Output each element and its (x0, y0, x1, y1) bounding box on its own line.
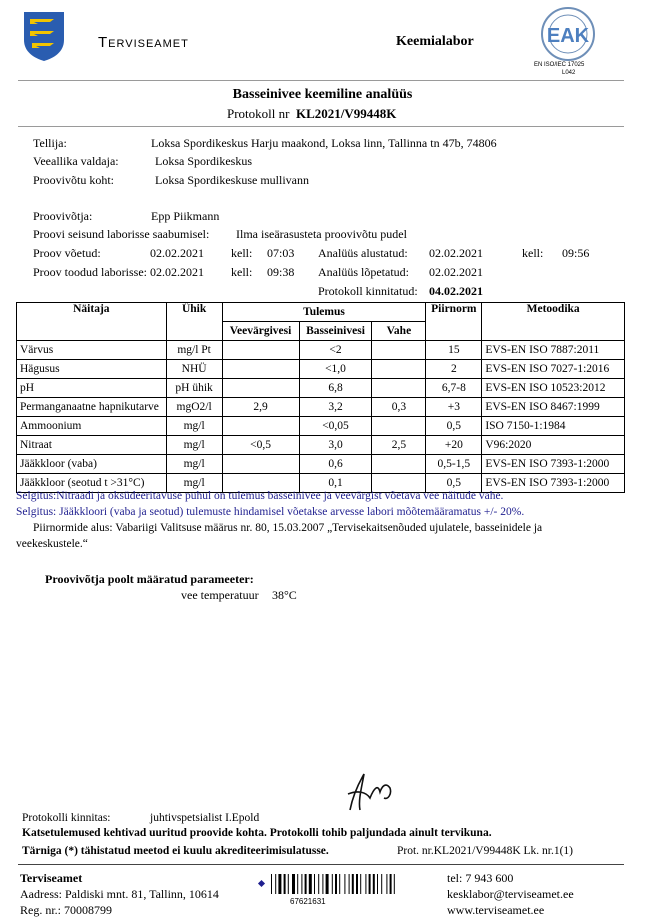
cell-diff (372, 455, 426, 474)
cell-pool: <2 (299, 341, 372, 360)
footer-email-link[interactable]: kesklabor@terviseamet.ee (447, 887, 574, 901)
cell-diff (372, 360, 426, 379)
protocol-line (227, 106, 396, 122)
signature (340, 770, 400, 816)
cell-method: EVS-EN ISO 7027-1:2016 (482, 360, 625, 379)
cell-source (222, 360, 299, 379)
cell-indicator: Jääkkloor (seotud t >31°C) (17, 474, 167, 493)
footer-reg: Reg. nr.: 70008799 (20, 903, 112, 917)
table-row (17, 341, 625, 360)
cell-method: EVS-EN ISO 10523:2012 (482, 379, 625, 398)
cell-diff (372, 417, 426, 436)
footer-address: Aadress: Paldiski mnt. 81, Tallinn, 10614 (20, 887, 219, 901)
start-date: 02.02.2021 (429, 246, 483, 260)
header-indicator: Näitaja (17, 303, 167, 341)
approved-label: Protokolli kinnitas: (22, 812, 111, 824)
cell-source (222, 341, 299, 360)
confirmed-label: Protokoll kinnitatud: (318, 284, 418, 298)
delivered-time: 09:38 (267, 265, 295, 279)
results-table (16, 302, 625, 493)
condition-value: Ilma iseärasusteta proovivõtu pudel (236, 227, 407, 241)
norm-basis-line2: veekeskustele.“ (16, 538, 88, 550)
condition-label: Proovi seisund laborisse saabumisel: (33, 227, 210, 241)
cell-method: EVS-EN ISO 7393-1:2000 (482, 474, 625, 493)
param-label: vee temperatuur (181, 588, 259, 602)
lab-name: Keemialabor (396, 34, 474, 49)
cell-indicator: Jääkkloor (vaba) (17, 455, 167, 474)
cell-indicator: Nitraat (17, 436, 167, 455)
cell-method: ISO 7150-1:1984 (482, 417, 625, 436)
cell-norm: 0,5 (426, 417, 482, 436)
cell-pool: 0,1 (299, 474, 372, 493)
asterisk-note: Tärniga (*) tähistatud meetod ei kuulu akrediteerimisulatusse. (22, 845, 329, 857)
page-reference: Prot. nr.KL2021/V99448K Lk. nr.1(1) (397, 845, 574, 857)
footer-tel: tel: 7 943 600 (447, 871, 514, 885)
cell-source (222, 455, 299, 474)
table-row (17, 398, 625, 417)
cell-pool: 0,6 (299, 455, 372, 474)
footer-web-link[interactable]: www.terviseamet.ee (447, 903, 545, 917)
cell-method: EVS-EN ISO 8467:1999 (482, 398, 625, 417)
eak-text: EAK (546, 25, 590, 47)
cell-unit: mg/l (166, 474, 222, 493)
start-time-label: kell: (522, 246, 544, 260)
table-row (17, 379, 625, 398)
cell-unit: mg/l Pt (166, 341, 222, 360)
cell-indicator: Värvus (17, 341, 167, 360)
site-label: Proovivõtu koht: (33, 173, 115, 187)
cell-indicator: pH (17, 379, 167, 398)
cell-indicator: Permanganaatne hapnikutarve (17, 398, 167, 417)
header-unit: Ühik (166, 303, 222, 341)
cell-unit: mgO2/l (166, 398, 222, 417)
cell-method: V96:2020 (482, 436, 625, 455)
taken-time: 07:03 (267, 246, 295, 260)
header-result: Tulemus (222, 303, 426, 322)
sampler-params-heading: Proovivõtja poolt määratud parameeter: (45, 572, 254, 586)
cell-pool: <1,0 (299, 360, 372, 379)
cell-norm: 15 (426, 341, 482, 360)
tellija-value: Loksa Spordikeskus Harju maakond, Loksa linn, Tallinna tn 47b, 74806 (151, 136, 497, 150)
cell-unit: pH ühik (166, 379, 222, 398)
table-row (17, 455, 625, 474)
cell-norm: +3 (426, 398, 482, 417)
norm-basis-line1: Piirnormide alus: Vabariigi Valitsuse määrus nr. 80, 15.03.2007 „Tervisekaitsenõuded ujulatele, basseinidele ja (33, 522, 543, 534)
cell-norm: 0,5-1,5 (426, 455, 482, 474)
end-date: 02.02.2021 (429, 265, 483, 279)
footer-org: Terviseamet (20, 871, 83, 885)
start-label: Analüüs alustatud: (318, 246, 408, 260)
owner-value: Loksa Spordikeskus (155, 154, 252, 168)
cell-unit: mg/l (166, 455, 222, 474)
lab-code: L042 (562, 70, 576, 76)
cell-indicator: Ammoonium (17, 417, 167, 436)
cell-norm: 6,7-8 (426, 379, 482, 398)
page-title: Basseinivee keemiline analüüs (232, 87, 413, 102)
cell-diff: 0,3 (372, 398, 426, 417)
cell-pool: 3,0 (299, 436, 372, 455)
note-nitrate: Selgitus:Nitraadi ja oksüdeeritavuse puhul on tulemus basseinivee ja veevärgist võetava vee näitude vahe. (16, 490, 504, 502)
cell-unit: mg/l (166, 417, 222, 436)
table-row (17, 360, 625, 379)
cell-source (222, 379, 299, 398)
cell-method: EVS-EN ISO 7393-1:2000 (482, 455, 625, 474)
table-header-row (17, 303, 625, 322)
site-value: Loksa Spordikeskuse mullivann (155, 173, 309, 187)
taken-date: 02.02.2021 (150, 246, 204, 260)
barcode-number: 67621631 (290, 897, 326, 906)
cell-unit: NHÜ (166, 360, 222, 379)
disclaimer: Katsetulemused kehtivad uuritud proovide kohta. Protokolli tohib paljundada ainult tervikuna. (22, 827, 492, 839)
iso-standard: EN ISO/IEC 17025 (534, 62, 585, 68)
cell-method: EVS-EN ISO 7887:2011 (482, 341, 625, 360)
delivered-label: Proov toodud laborisse: (33, 265, 147, 279)
cell-diff: 2,5 (372, 436, 426, 455)
cell-diff (372, 379, 426, 398)
taken-time-label: kell: (231, 246, 253, 260)
taken-label: Proov võetud: (33, 246, 101, 260)
note-chlorine: Selgitus: Jääkkloori (vaba ja seotud) tulemuste hindamisel võetakse arvesse labori mõõtemääramatus +/- 20%. (16, 506, 525, 518)
org-name: Terviseamet (98, 34, 189, 51)
header-source: Veevärgivesi (222, 322, 299, 341)
cell-norm: 2 (426, 360, 482, 379)
cell-norm: +20 (426, 436, 482, 455)
start-time: 09:56 (562, 246, 590, 260)
coat-of-arms-logo (22, 10, 66, 62)
owner-label: Veeallika valdaja: (33, 154, 119, 168)
header-pool: Basseinivesi (299, 322, 372, 341)
cell-pool: 6,8 (299, 379, 372, 398)
approved-value: juhtivspetsialist I.Epold (150, 812, 260, 824)
delivered-time-label: kell: (231, 265, 253, 279)
protocol-number: KL2021/V99448K (295, 106, 397, 121)
barcode (257, 874, 437, 896)
cell-source: 2,9 (222, 398, 299, 417)
cell-source (222, 417, 299, 436)
header-norm: Piirnorm (426, 303, 482, 341)
param-value: 38°C (272, 588, 297, 602)
cell-pool: <0,05 (299, 417, 372, 436)
cell-norm: 0,5 (426, 474, 482, 493)
sampler-value: Epp Piikmann (151, 209, 220, 223)
confirmed-date: 04.02.2021 (429, 284, 483, 298)
cell-indicator: Hägusus (17, 360, 167, 379)
cell-diff (372, 341, 426, 360)
header-method: Metoodika (482, 303, 625, 341)
cell-pool: 3,2 (299, 398, 372, 417)
table-row (17, 436, 625, 455)
eak-accreditation-logo (520, 6, 616, 78)
tellija-label: Tellija: (33, 136, 67, 150)
cell-unit: mg/l (166, 436, 222, 455)
header-diff: Vahe (372, 322, 426, 341)
end-label: Analüüs lõpetatud: (318, 265, 409, 279)
table-row (17, 417, 625, 436)
sampler-label: Proovivõtja: (33, 209, 93, 223)
protocol-label: Protokoll nr (227, 106, 290, 121)
delivered-date: 02.02.2021 (150, 265, 204, 279)
cell-source: <0,5 (222, 436, 299, 455)
